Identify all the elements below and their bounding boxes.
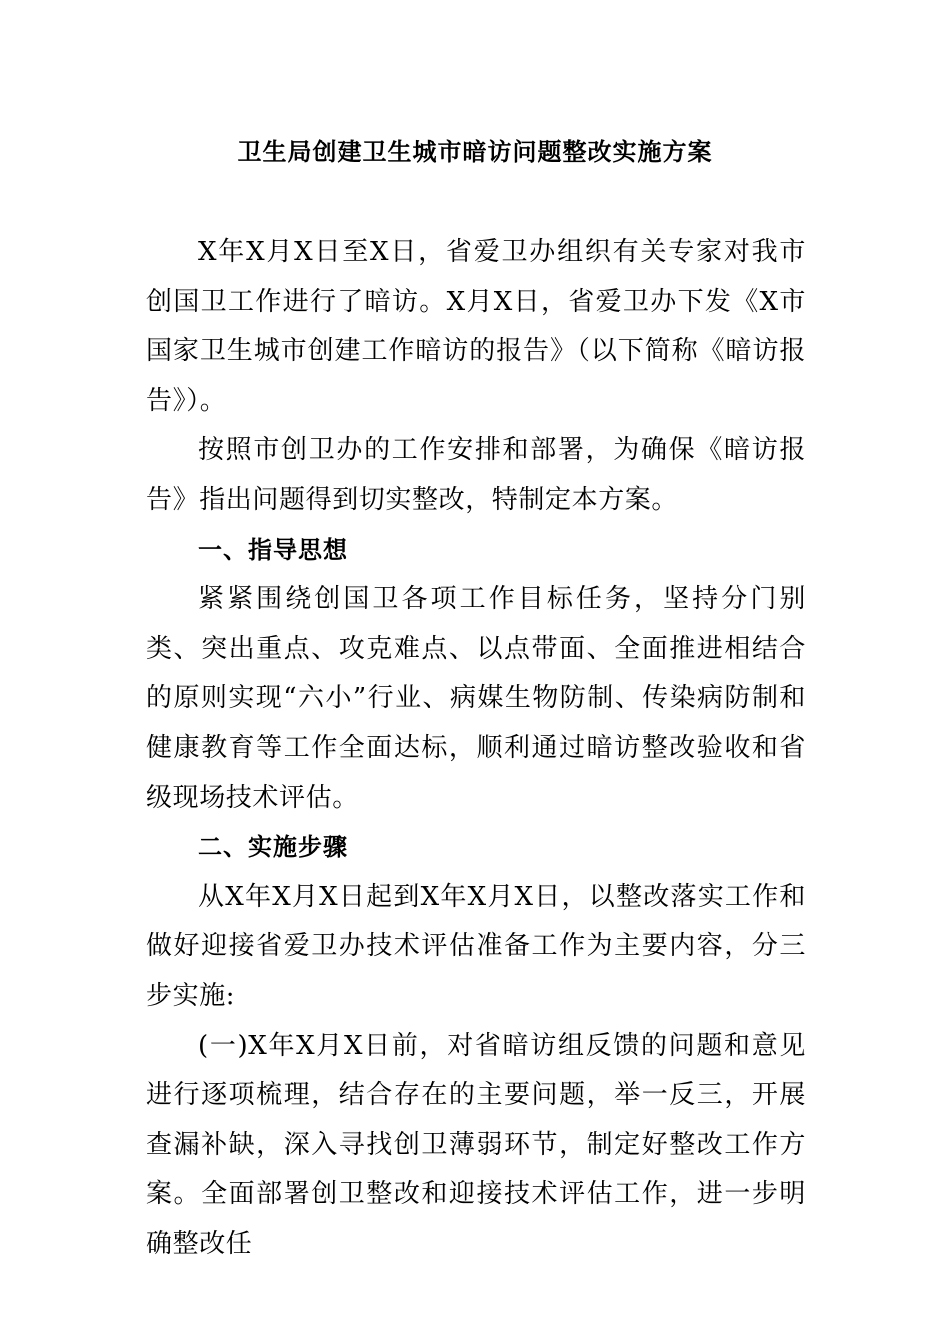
guiding-thought-paragraph: 紧紧围绕创国卫各项工作目标任务，坚持分门别类、突出重点、攻克难点、以点带面、全面推进相结合的原则实现“六小”行业、病媒生物防制、传染病防制和健康教育等工作全面达标，顺利通过暗访整改验收和省级现场技术评估。 bbox=[146, 584, 806, 813]
section-heading-guiding-thought: 一、指导思想 bbox=[198, 535, 348, 564]
step-one-paragraph: (一)X年X月X日前，对省暗访组反馈的问题和意见进行逐项梳理，结合存在的主要问题，举一反三，开展查漏补缺，深入寻找创卫薄弱环节，制定好整改工作方案。全面部署创卫整改和迎接技术评估工作，进一步明确整改任 bbox=[146, 1030, 806, 1259]
document-body bbox=[146, 228, 806, 1269]
section-heading-implementation-steps: 二、实施步骤 bbox=[198, 833, 348, 862]
document-title: 卫生局创建卫生城市暗访问题整改实施方案 bbox=[237, 138, 713, 166]
implementation-steps-paragraph: 从X年X月X日起到X年X月X日，以整改落实工作和做好迎接省爱卫办技术评估准备工作为主要内容，分三步实施: bbox=[146, 881, 806, 1011]
purpose-paragraph: 按照市创卫办的工作安排和部署，为确保《暗访报告》指出问题得到切实整改，特制定本方案。 bbox=[146, 435, 806, 515]
intro-paragraph: X年X月X日至X日，省爱卫办组织有关专家对我市创国卫工作进行了暗访。X月X日，省爱卫办下发《X市国家卫生城市创建工作暗访的报告》（以下简称《暗访报告》）。 bbox=[146, 237, 806, 416]
